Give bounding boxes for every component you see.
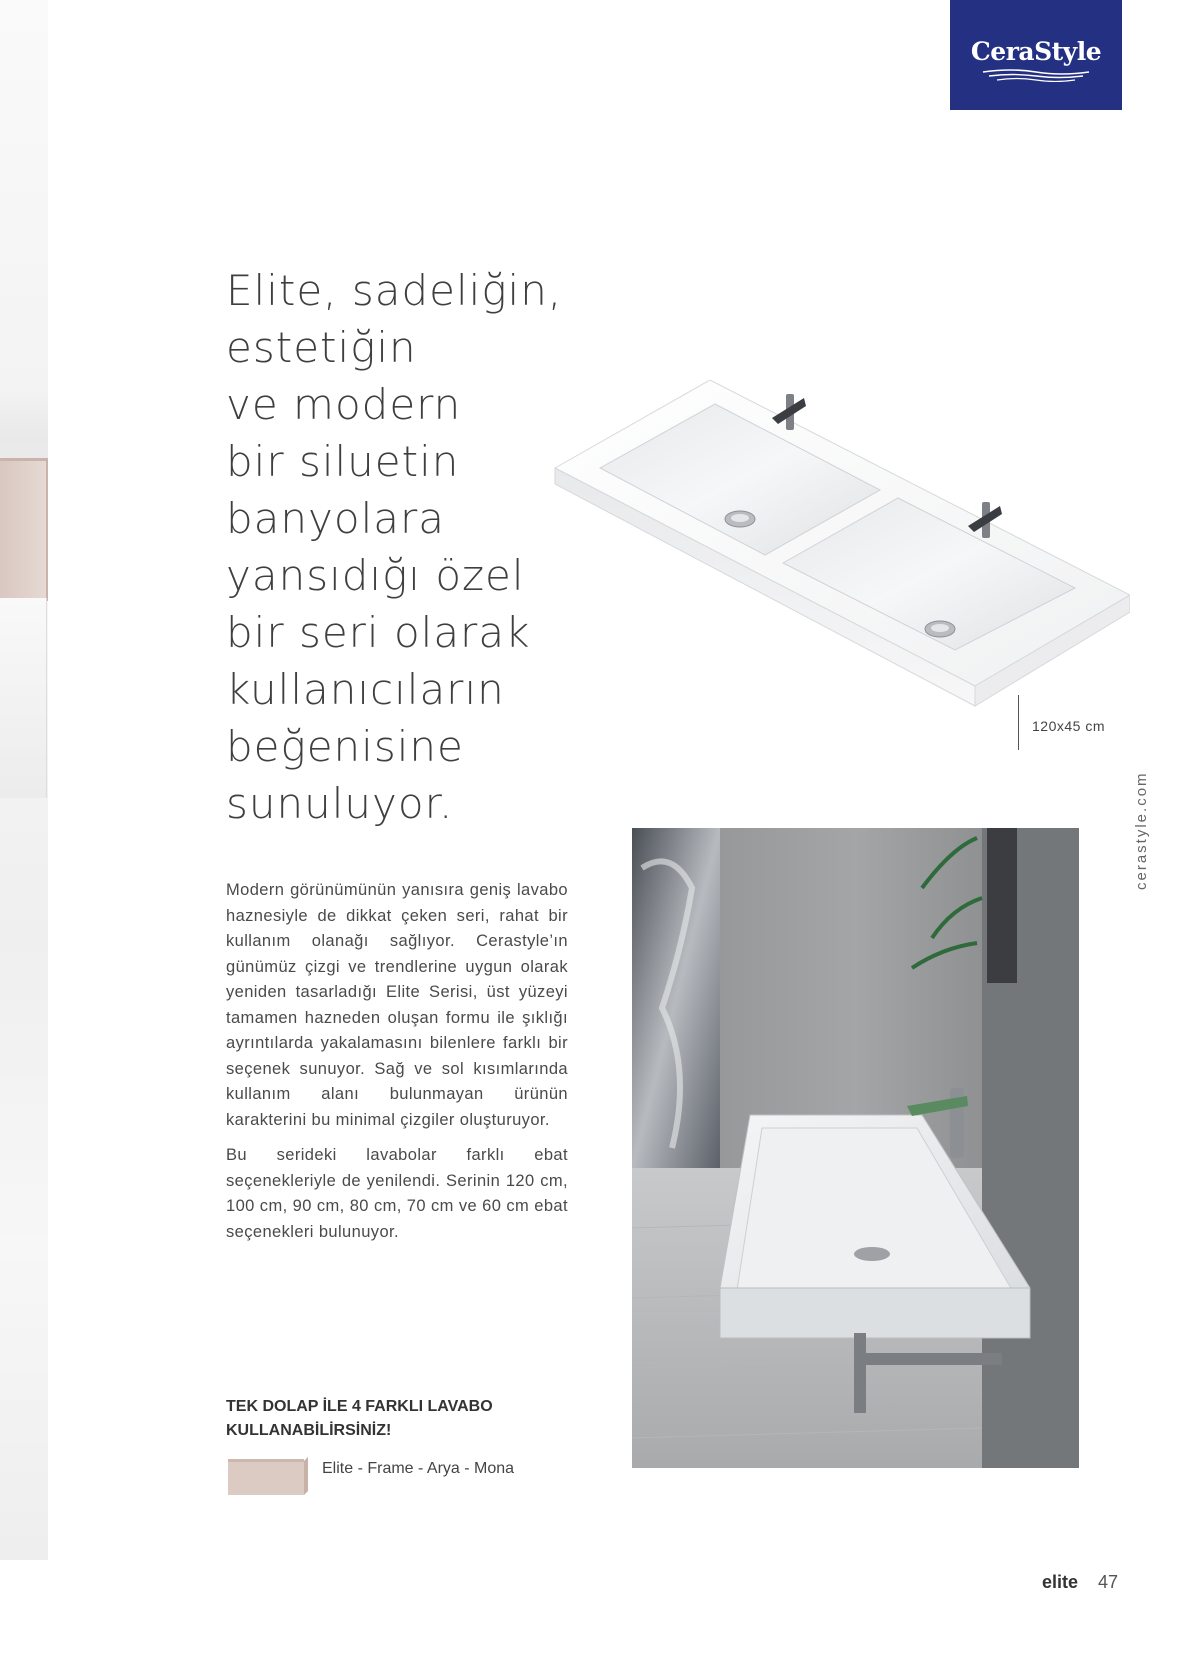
wave-icon (981, 68, 1091, 82)
footer-section-name: elite (1042, 1572, 1079, 1592)
headline-line: beğenisine (226, 722, 464, 771)
headline-line: bir seri olarak (226, 608, 531, 657)
page-number: 47 (1098, 1572, 1119, 1592)
decorative-frame (0, 458, 48, 601)
callout-heading (226, 1395, 526, 1443)
headline-line: ve modern (226, 380, 462, 429)
callout-line: TEK DOLAP İLE 4 FARKLI LAVABO (226, 1398, 493, 1415)
cabinet-fragment (0, 598, 47, 798)
headline-line: kullanıcıların (226, 665, 505, 714)
double-basin-product-image (550, 380, 1130, 730)
headline (226, 262, 586, 832)
headline-line: bir siluetin (226, 437, 460, 486)
body-paragraph: Bu serideki lavabolar farklı ebat seçenekleriyle de yenilendi. Serinin 120 cm, 100 cm, 90 cm, 80 cm, 70 cm ve 60 cm ebat seçenekleri bulunuyor. (226, 1146, 568, 1241)
headline-line: banyolara (226, 494, 445, 543)
left-edge-photo-strip (0, 0, 48, 1560)
body-text (226, 878, 568, 1255)
website-url: cerastyle.com (1133, 771, 1150, 890)
headline-line: estetiğin (226, 323, 417, 372)
headline-line: sunuluyor. (226, 779, 454, 828)
brand-logo-text: CeraStyle (970, 36, 1102, 66)
headline-line: Elite, sadeliğin, (226, 266, 563, 315)
headline-line: yansıdığı özel (226, 551, 525, 600)
callout-line: KULLANABİLİRSİNİZ! (226, 1422, 392, 1439)
dimension-line (1018, 695, 1019, 750)
cabinet-icon (228, 1455, 310, 1497)
bathroom-lifestyle-photo (632, 828, 1079, 1468)
compatible-models: Elite - Frame - Arya - Mona (322, 1460, 515, 1477)
dimension-label: 120x45 cm (1032, 718, 1105, 734)
body-paragraph: Modern görünümünün yanısıra geniş lavabo haznesiyle de dikkat çeken seri, rahat bir kullanım olanağı sağlıyor. Cerastyle’ın günümüz çizgi ve trendlerine uygun olarak yeniden tasarladığı Elite Serisi, üst yüzeyi tamamen hazneden oluşan formu ile şıklığı ayrıntılarda yakalamasını bilenlere farklı bir seçenek sunuyor. Sağ ve sol kısımlarında kullanım alanı bulunmayan ürünün karakterini bu minimal çizgiler oluşturuyor. (226, 881, 568, 1129)
brand-logo (950, 0, 1122, 110)
